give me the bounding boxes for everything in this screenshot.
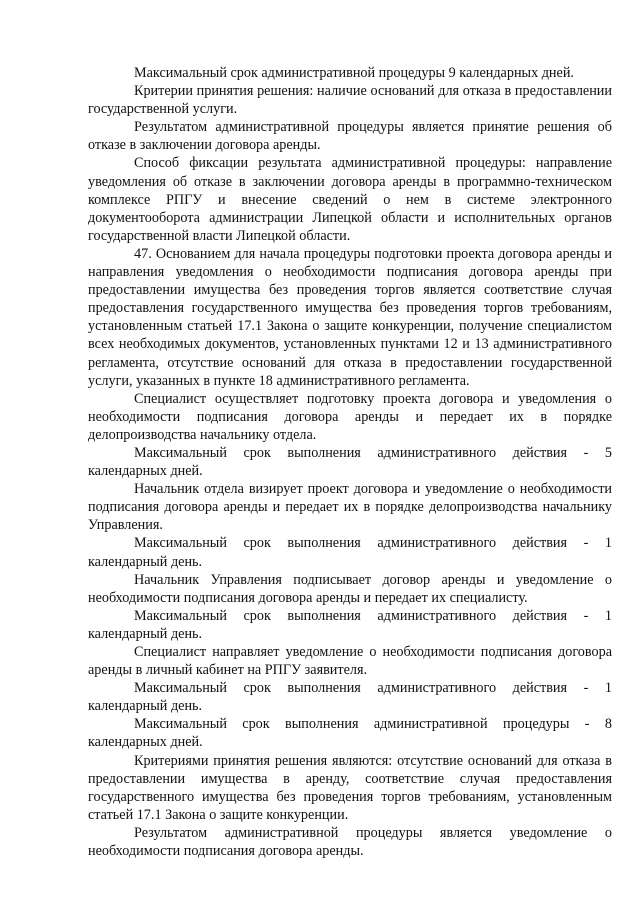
paragraph-decision-criteria-lease: Критериями принятия решения являются: отсутствие оснований для отказа в предоставлении имущества в аренду, соответствие случая предоставления государственного имущества без проведения торгов требованиям, установленным статьей 17.1 Закона о защите конкуренции. — [88, 752, 612, 823]
paragraph-fixation-method: Способ фиксации результата административной процедуры: направление уведомления об отказе в заключении договора аренды в программно-техническом комплексе РПГУ и внесение сведений о нем в системе электронного документооборота администрации Липецкой области и исполнительных органов государственной власти Липецкой области. — [88, 155, 612, 244]
paragraph-head-of-department-endorses: Начальник отдела визирует проект договора и уведомление о необходимости подписания договора аренды и передает их в порядке делопроизводства начальнику Управления. — [88, 481, 612, 534]
paragraph-specialist-prepares: Специалист осуществляет подготовку проекта договора и уведомления о необходимости подписания договора аренды и передает их в порядке делопроизводства начальнику отдела. — [88, 390, 612, 443]
paragraph-term-1-day-c: Максимальный срок выполнения административного действия - 1 календарный день. — [88, 680, 612, 715]
paragraph-47-basis: 47. Основанием для начала процедуры подготовки проекта договора аренды и направления уведомления о необходимости подписания договора аренды при предоставлении имущества без проведения торгов является соответствие случая предоставления государственного имущества без проведения торгов требованиям, установленным статьей 17.1 Закона о защите конкуренции, получение специалистом всех необходимых документов, установленных пунктами 12 и 13 административного регламента, отсутствие оснований для отказа в предоставлении государственной услуги, указанных в пункте 18 административного регламента. — [88, 245, 612, 389]
document-page — [88, 64, 612, 860]
paragraph-term-1-day-b: Максимальный срок выполнения административного действия - 1 календарный день. — [88, 607, 612, 642]
paragraph-head-of-directorate-signs: Начальник Управления подписывает договор аренды и уведомление о необходимости подписания договора аренды и передает их специалисту. — [88, 571, 612, 606]
paragraph-procedure-term-8-days: Максимальный срок выполнения административной процедуры - 8 календарных дней. — [88, 716, 612, 751]
paragraph-term-5-days: Максимальный срок выполнения административного действия - 5 календарных дней. — [88, 444, 612, 480]
paragraph-procedure-result-notice: Результатом административной процедуры является уведомление о необходимости подписания договора аренды. — [88, 824, 612, 860]
paragraph-decision-criteria: Критерии принятия решения: наличие оснований для отказа в предоставлении государственной услуги. — [88, 83, 612, 118]
paragraph-max-term-9-days: Максимальный срок административной процедуры 9 календарных дней. — [134, 65, 574, 81]
paragraph-specialist-sends-notice: Специалист направляет уведомление о необходимости подписания договора аренды в личный кабинет на РПГУ заявителя. — [88, 644, 612, 679]
paragraph-term-1-day-a: Максимальный срок выполнения административного действия - 1 календарный день. — [88, 535, 612, 570]
paragraph-refusal-result: Результатом административной процедуры является принятие решения об отказе в заключении договора аренды. — [88, 119, 612, 154]
